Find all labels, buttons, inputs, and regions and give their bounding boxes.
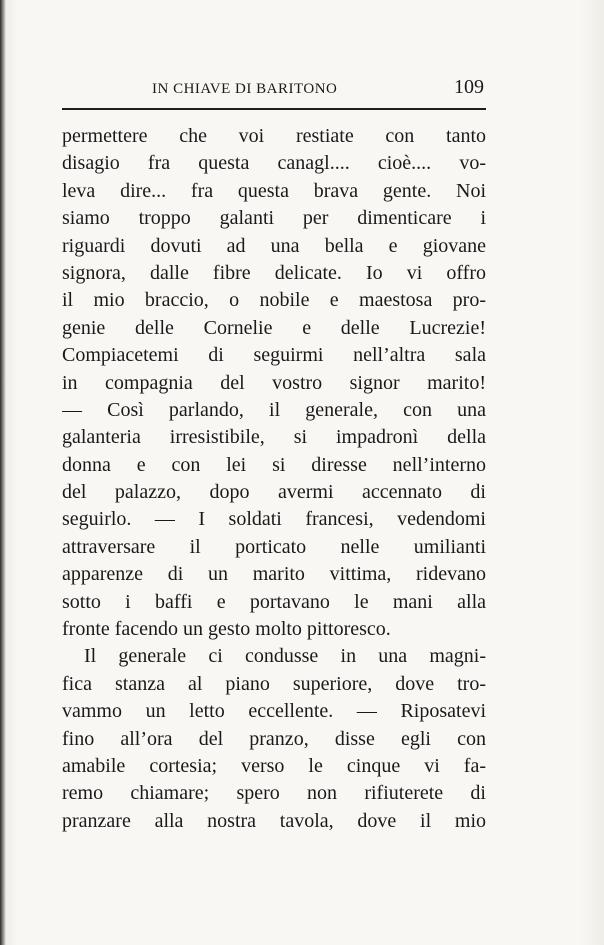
text-line: il mio braccio, o nobile e maestosa pro- [62, 289, 486, 312]
text-line: — Così parlando, il generale, con una [62, 398, 486, 421]
text-line: donna e con lei si diresse nell’interno [62, 453, 486, 476]
body-text [62, 123, 486, 835]
text-line: galanteria irresistibile, si impadronì della [62, 426, 486, 449]
text-line: in compagnia del vostro signor marito! [62, 371, 486, 394]
text-line: amabile cortesia; verso le cinque vi fa- [62, 754, 486, 777]
text-line: genie delle Cornelie e delle Lucrezie! [62, 316, 486, 339]
text-line: pranzare alla nostra tavola, dove il mio [62, 809, 486, 832]
text-line: signora, dalle fibre delicate. Io vi offro [62, 261, 486, 284]
text-line: sotto i baffi e portavano le mani alla [62, 590, 486, 613]
text-line: leva dire... fra questa brava gente. Noi [62, 179, 486, 202]
text-line: fica stanza al piano superiore, dove tro- [62, 672, 486, 695]
page-binding-edge [0, 0, 6, 945]
paragraph-start-line: Il generale ci condusse in una magni- [84, 645, 486, 668]
running-head: IN CHIAVE DI BARITONO [152, 81, 338, 97]
paragraph-end-line: fronte facendo un gesto molto pittoresco. [62, 618, 391, 641]
text-line: attraversare il porticato nelle umilianti [62, 535, 486, 558]
text-line: siamo troppo galanti per dimenticare i [62, 207, 486, 230]
text-line: riguardi dovuti ad una bella e giovane [62, 234, 486, 257]
page-header [64, 76, 486, 100]
text-line: seguirlo. — I soldati francesi, vedendomi [62, 508, 486, 531]
text-line: remo chiamare; spero non rifiuterete di [62, 782, 486, 805]
text-line: del palazzo, dopo avermi accennato di [62, 481, 486, 504]
text-line: fino all’ora del pranzo, disse egli con [62, 727, 486, 750]
text-line: permettere che voi restiate con tanto [62, 125, 486, 147]
text-line: apparenze di un marito vittima, ridevano [62, 563, 486, 586]
text-line: Compiacetemi di seguirmi nell’altra sala [62, 344, 486, 367]
page-number: 109 [454, 76, 484, 98]
text-line: vammo un letto eccellente. — Riposatevi [62, 700, 486, 723]
header-rule [62, 108, 486, 110]
text-line: disagio fra questa canagl.... cioè.... vo- [62, 152, 486, 175]
